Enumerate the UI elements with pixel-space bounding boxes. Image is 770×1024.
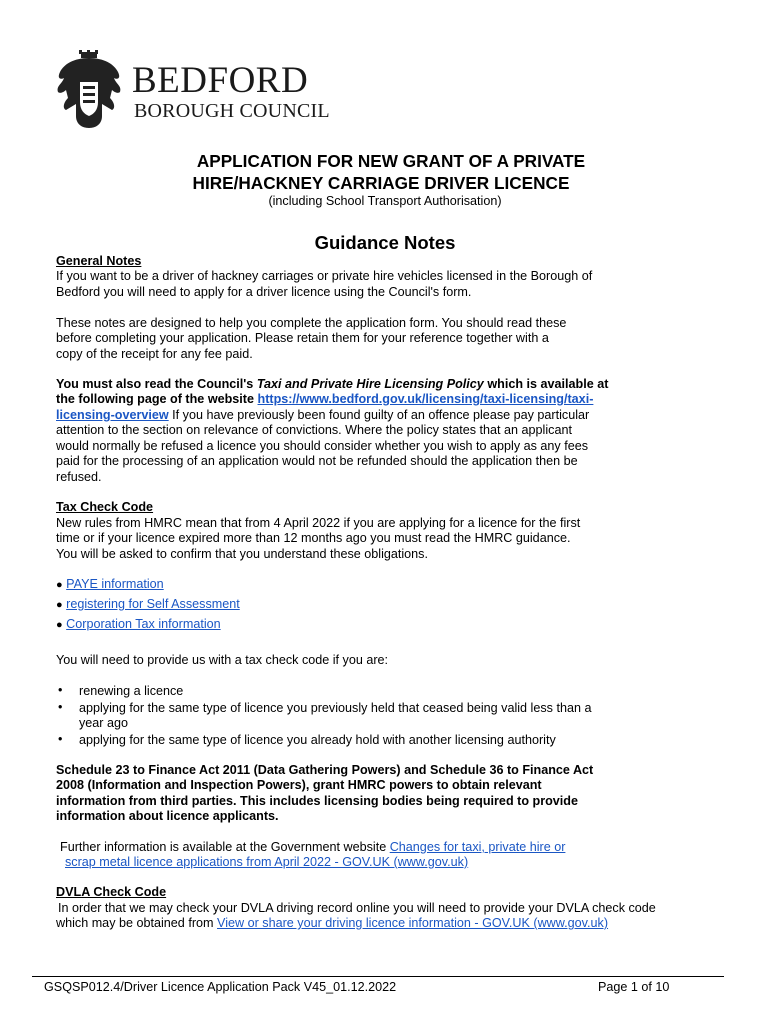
tax-check-p1-line1: New rules from HMRC mean that from 4 April 2022 if you are applying for a licence for the first [56, 516, 581, 530]
crest-icon [54, 50, 124, 130]
further-info-line2 [65, 855, 468, 870]
footer-divider [32, 976, 724, 977]
footer-ref: GSQSP012.4/Driver Licence Application Pack V45_01.12.2022 [44, 980, 397, 994]
dvla-heading: DVLA Check Code [56, 885, 167, 899]
tax-check-p1-line2: time or if your licence expired more than 12 months ago you must read the HMRC guidance. [56, 531, 571, 545]
hmrc-link-item [56, 577, 164, 593]
hmrc-link-item [56, 617, 221, 633]
policy-text-a1: You must also read the Council's [56, 377, 257, 391]
corporation-tax-link[interactable]: Corporation Tax information [66, 617, 221, 631]
tax-condition-item: applying for the same type of licence you previously held that ceased being valid less than a [79, 701, 592, 715]
general-notes-p1-line2: Bedford you will need to apply for a driver licence using the Council's form. [56, 285, 472, 299]
doc-title-line2: HIRE/HACKNEY CARRIAGE DRIVER LICENCE [192, 173, 570, 193]
further-info-text: Further information is available at the Government website [60, 840, 390, 854]
bullet-icon: • [58, 683, 63, 697]
policy-url-link-cont[interactable]: licensing-overview [56, 408, 169, 422]
bullet-icon: ● [56, 619, 63, 631]
tax-check-p1-line3: You will be asked to confirm that you understand these obligations. [56, 547, 428, 561]
bullet-icon: • [58, 700, 63, 714]
general-notes-p2-line1: These notes are designed to help you complete the application form. You should read these [56, 316, 567, 330]
tax-condition-item-cont: year ago [79, 716, 129, 730]
page-number: Page 1 of 10 [598, 980, 670, 994]
logo-title: BEDFORD [132, 60, 309, 101]
paye-information-link[interactable]: PAYE information [66, 577, 164, 591]
finance-act-line2: 2008 (Information and Inspection Powers), grant HMRC powers to obtain relevant [56, 778, 542, 792]
further-info-line1 [60, 840, 565, 855]
policy-line2 [56, 392, 593, 407]
finance-act-line3: information from third parties. This includes licensing bodies being required to provide [56, 794, 579, 808]
policy-text-b1: the following page of the website [56, 392, 258, 406]
dvla-line2 [56, 916, 608, 931]
gov-changes-link-cont[interactable]: scrap metal licence applications from April 2022 - GOV.UK (www.gov.uk) [65, 855, 469, 869]
hmrc-link-item [56, 597, 240, 613]
general-notes-p2-line2: before completing your application. Please retain them for your reference together with a [56, 331, 549, 345]
doc-subtitle: (including School Transport Authorisation) [268, 194, 502, 208]
policy-line6: paid for the processing of an application would not be refunded should the application then be [56, 454, 578, 468]
gov-changes-link[interactable]: Changes for taxi, private hire or [389, 840, 566, 854]
finance-act-line1: Schedule 23 to Finance Act 2011 (Data Gathering Powers) and Schedule 36 to Finance Act [56, 763, 594, 777]
finance-act-line4: information about licence applicants. [56, 809, 279, 823]
policy-line3 [56, 408, 589, 423]
policy-text-a3: which is available at [483, 377, 609, 391]
policy-line5: would normally be refused a licence you should consider whether you wish to apply as any fees [56, 439, 589, 453]
dvla-text: which may be obtained from [56, 916, 218, 930]
tax-condition-item: applying for the same type of licence you already hold with another licensing authority [79, 733, 556, 747]
policy-title: Taxi and Private Hire Licensing Policy [256, 377, 484, 391]
policy-text-c1: If you have previously been found guilty of an offence please pay particular [168, 408, 590, 422]
logo-subtitle: BOROUGH COUNCIL [134, 100, 330, 122]
general-notes-p2-line3: copy of the receipt for any fee paid. [56, 347, 253, 361]
self-assessment-link[interactable]: registering for Self Assessment [66, 597, 240, 611]
doc-title-line1: APPLICATION FOR NEW GRANT OF A PRIVATE [196, 151, 586, 171]
council-logo [54, 50, 354, 130]
policy-line4: attention to the section on relevance of convictions. Where the policy states that an applicant [56, 423, 572, 437]
policy-line7: refused. [56, 470, 102, 484]
tax-condition-item: renewing a licence [79, 684, 184, 698]
general-notes-p1-line1: If you want to be a driver of hackney carriages or private hire vehicles licensed in the Borough of [56, 269, 593, 283]
tax-check-p2: You will need to provide us with a tax check code if you are: [56, 653, 389, 667]
dvla-line1: In order that we may check your DVLA driving record online you will need to provide your DVLA check code [58, 901, 656, 915]
bullet-icon: ● [56, 579, 63, 591]
policy-line1 [56, 377, 608, 392]
guidance-heading: Guidance Notes [314, 232, 456, 253]
general-notes-heading: General Notes [56, 254, 142, 268]
policy-url-link[interactable]: https://www.bedford.gov.uk/licensing/taxi-licensing/taxi- [257, 392, 594, 406]
bullet-icon: • [58, 732, 63, 746]
driving-licence-link[interactable]: View or share your driving licence information - GOV.UK (www.gov.uk) [217, 916, 609, 930]
bullet-icon: ● [56, 599, 63, 611]
tax-check-heading: Tax Check Code [56, 500, 154, 514]
